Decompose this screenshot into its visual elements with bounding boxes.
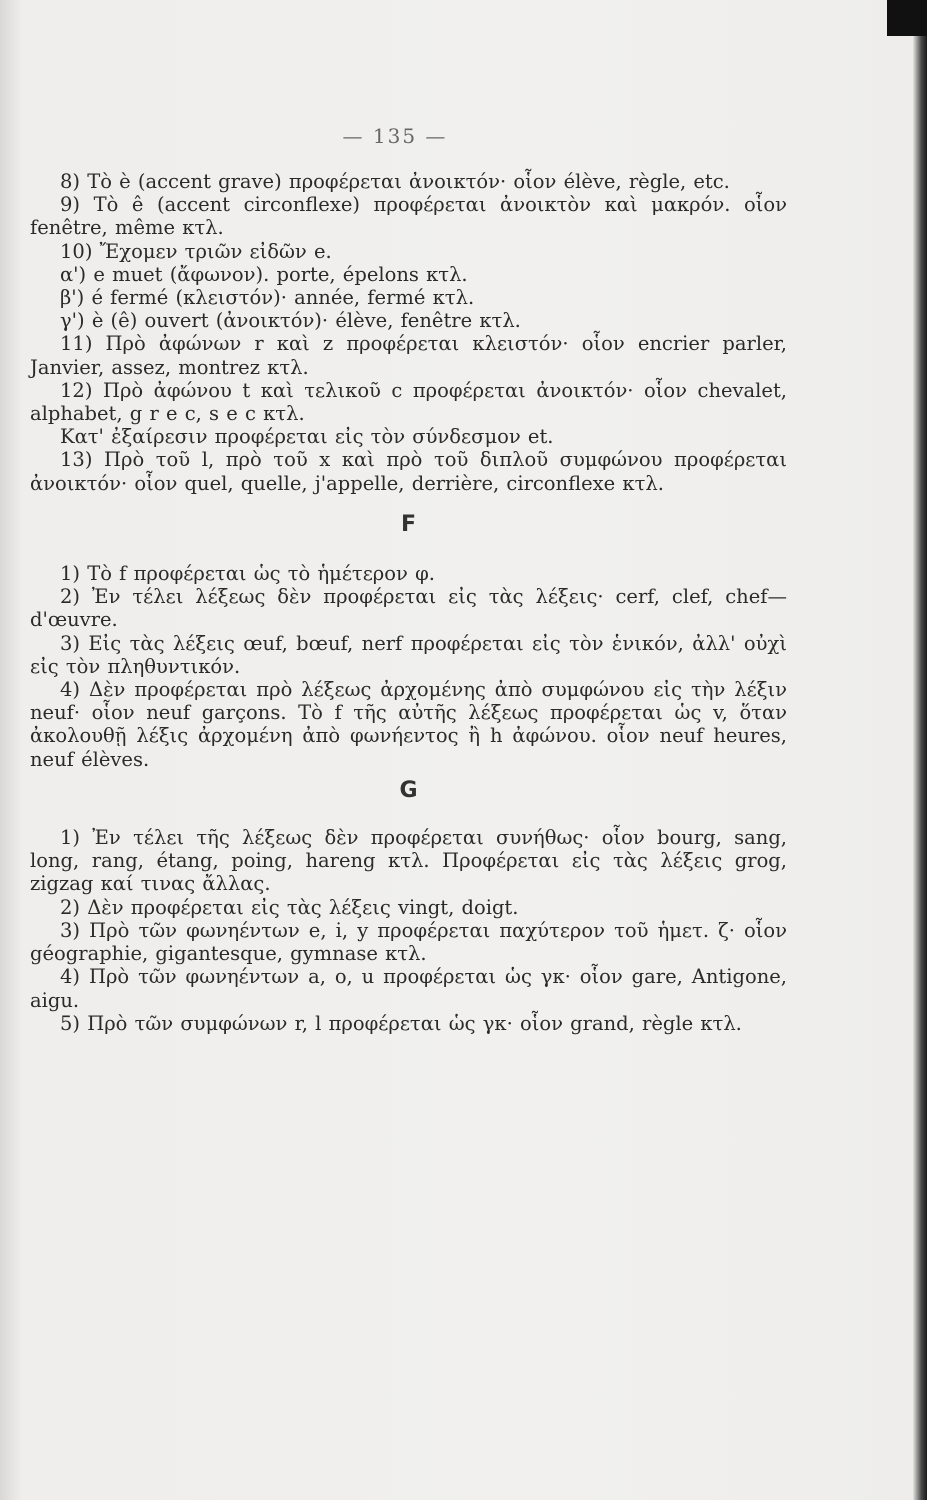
g-paragraph-3: 3) Πρὸ τῶν φωνηέντων e, i, y προφέρεται παχύτερον τοῦ ἡμετ. ζ· οἷον géographie, gigantesque, gymnase κτλ. [30, 918, 787, 966]
f-paragraph-1: 1) Τὸ f προφέρεται ὡς τὸ ἡμέτερον φ. [60, 562, 435, 586]
paragraph-10b: β') é fermé (κλειστόν)· année, fermé κτλ. [60, 286, 475, 310]
section-heading-g: G [399, 777, 418, 803]
paragraph-13: 13) Πρὸ τοῦ l, πρὸ τοῦ x καὶ πρὸ τοῦ διπλοῦ συμφώνου προφέρεται ἀνοικτόν· οἷον quel, quelle, j'appelle, derrière, circonflexe κτλ. [30, 448, 787, 495]
f-paragraph-4: 4) Δὲν προφέρεται πρὸ λέξεως ἀρχομένης ἀπὸ συμφώνου εἰς τὴν λέξιν neuf· οἷον neuf garçons. Τὸ f τῆς αὐτῆς λέξεως προφέρεται ὡς v, ὅταν ἀκολουθῇ λέξις ἀρχομένη ἀπὸ φωνήεντος ἢ h ἀφώνου. οἷον neuf heures, neuf élèves. [30, 678, 787, 771]
paragraph-12-exception: Κατ' ἐξαίρεσιν προφέρεται εἰς τὸν σύνδεσμον et. [60, 425, 554, 449]
f-paragraph-3: 3) Εἰς τὰς λέξεις œuf, bœuf, nerf προφέρεται εἰς τὸν ἑνικόν, ἀλλ' οὐχὶ εἰς τὸν πληθυντικόν. [30, 631, 787, 678]
paragraph-10: 10) Ἔχομεν τριῶν εἰδῶν e. [60, 239, 332, 263]
g-paragraph-4: 4) Πρὸ τῶν φωνηέντων a, o, u προφέρεται ὡς γκ· οἷον gare, Antigone, aigu. [30, 965, 787, 1012]
page-edge-shadow [913, 0, 927, 1500]
paragraph-11: 11) Πρὸ ἀφώνων r καὶ z προφέρεται κλειστόν· οἷον encrier parler, Janvier, assez, montrez κτλ. [30, 332, 787, 379]
paragraph-12: 12) Πρὸ ἀφώνου t καὶ τελικοῦ c προφέρεται ἀνοικτόν· οἷον chevalet, alphabet, g r e c, s e c κτλ. [30, 378, 787, 426]
f-paragraph-2: 2) Ἐν τέλει λέξεως δὲν προφέρεται εἰς τὰς λέξεις· cerf, clef, chef—d'œuvre. [30, 585, 787, 632]
g-paragraph-2: 2) Δὲν προφέρεται εἰς τὰς λέξεις vingt, doigt. [60, 895, 519, 919]
paragraph-8: 8) Τὸ è (accent grave) προφέρεται ἀνοικτόν· οἷον élève, règle, etc. [60, 170, 730, 193]
page-body [30, 170, 787, 1035]
g-paragraph-1: 1) Ἐν τέλει τῆς λέξεως δὲν προφέρεται συνήθως· οἷον bourg, sang, long, rang, étang, poing, hareng κτλ. Προφέρεται εἰς τὰς λέξεις grog, zigzag καί τινας ἄλλας. [30, 826, 787, 896]
paragraph-10a: α') e muet (ἄφωνον). porte, épelons κτλ. [60, 262, 468, 286]
g-paragraph-5: 5) Πρὸ τῶν συμφώνων r, l προφέρεται ὡς γκ· οἷον grand, règle κτλ. [60, 1011, 742, 1035]
paragraph-9: 9) Τὸ ê (accent circonflexe) προφέρεται ἀνοικτὸν καὶ μακρόν. οἷον fenêtre, même κτλ. [30, 193, 787, 240]
paragraph-10c: γ') è (ê) ouvert (ἀνοικτόν)· élève, fenêtre κτλ. [60, 309, 521, 333]
section-heading-f: F [400, 511, 417, 537]
page-corner-shadow [887, 0, 927, 36]
page-number: — 135 — [342, 124, 448, 148]
